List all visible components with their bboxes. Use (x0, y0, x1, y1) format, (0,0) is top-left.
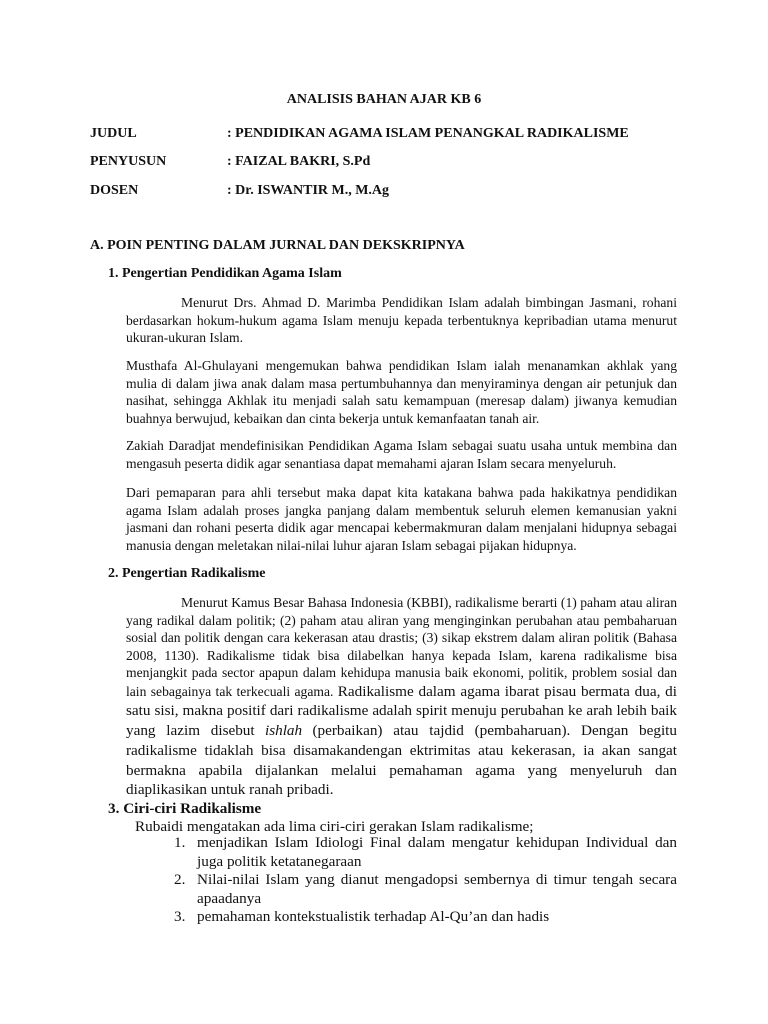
list-item-text: pemahaman kontekstualistik terhadap Al-Qu’an dan hadis (197, 908, 550, 925)
list-number: 3. (174, 908, 186, 925)
paragraph-ghulayani: Musthafa Al-Ghulayani mengemukan bahwa pendidikan Islam ialah menanamkan akhlak yang mulia di dalam jiwa anak dalam masa pertumbuhannya dan menyiraminya dengan air petunjuk dan nasihat, sehingga Akhlak itu menjadi salah satu kemampuan (meresap dalam) jiwanya kemudian buahnya berwujud, kebaikan dan cinta bekerja untuk kemanfaatan tanah air. (126, 358, 677, 426)
paragraph-daradjat: Zakiah Daradjat mendefinisikan Pendidikan Agama Islam sebagai suatu usaha untuk membina dan mengasuh peserta didik agar senantiasa dapat memahami ajaran Islam secara menyeluruh. (126, 438, 677, 471)
list-item (160, 908, 677, 927)
subsection-3-heading: 3. Ciri-ciri Radikalisme (108, 800, 262, 817)
list-item-text: Nilai-nilai Islam yang dianut mengadopsi sembernya di timur tengah secara apaadanya (197, 871, 677, 907)
list-number: 1. (174, 834, 186, 851)
radikalisme-continued-text: Radikalisme dalam agama ibarat pisau bermata dua, di satu sisi, makna positif dari radikalisme adalah spirit menuju perubahan ke arah lebih baik yang lazim disebut (126, 682, 677, 740)
subsection-1-heading: 1. Pengertian Pendidikan Agama Islam (108, 266, 342, 281)
list-item (160, 871, 677, 908)
meta-label-judul: JUDUL (90, 126, 137, 141)
list-item (160, 834, 677, 871)
list-number: 2. (174, 871, 186, 888)
paragraph-radikalisme (126, 594, 677, 800)
paragraph-marimba: Menurut Drs. Ahmad D. Marimba Pendidikan Islam adalah bimbingan Jasmani, rohani berdasarkan hokum-hukum agama Islam menuju kepada terbentuknya kepribadian utama menurut ukuran-ukuran Islam. (126, 295, 677, 345)
criteria-intro: Rubaidi mengatakan ada lima ciri-ciri gerakan Islam radikalisme; (135, 818, 534, 835)
radikalisme-closing-text: (perbaikan) atau tajdid (pembaharuan). Dengan begitu radikalisme tidaklah bisa disamakandengan ektrimitas atau kekerasan, ia akan sangat bermakna apabila dijalankan melalui pemahaman agama yang menyeluruh dan diaplikasikan untuk ranah pribadi. (126, 722, 677, 799)
meta-value-penyusun: : FAIZAL BAKRI, S.Pd (227, 154, 371, 169)
paragraph-conclusion: Dari pemaparan para ahli tersebut maka dapat kita katakana bahwa pada hakikatnya pendidikan agama Islam adalah proses jangka panjang dalam membentuk seluruh elemen kemanusian yakni jasmani dan rohani peserta didik agar mencapai kebermakmuran dalam menjalani hidupnya sebagai manusia dengan meletakan nilai-nilai luhur ajaran Islam sebagai pijakan hidupnya. (126, 485, 677, 553)
meta-label-penyusun: PENYUSUN (90, 154, 167, 169)
subsection-2-heading: 2. Pengertian Radikalisme (108, 566, 266, 581)
criteria-list (160, 834, 677, 927)
radikalisme-kbbi-text: Menurut Kamus Besar Bahasa Indonesia (KBBI), radikalisme berarti (1) paham atau aliran yang radikal dalam politik; (2) paham atau aliran yang menginginkan perubahan atau pembaharuan sosial dan politik dengan cara kekerasan atau drastis; (3) sikap ekstrem dalam aliran politik (Bahasa 2008, 1130). Radikalisme tidak bisa dilabelkan hanya kepada Islam, karena radikalisme bisa menjangkit pada sector apapun dalam kehidupa manusia baik ekonomi, politik, problem sosial dan lain sebagainya tak terkecuali agama. (126, 595, 677, 699)
document-title: ANALISIS BAHAN AJAR KB 6 (286, 92, 482, 107)
list-item-text: menjadikan Islam Idiologi Final dalam mengatur kehidupan Individual dan juga politik ketatanegaraan (197, 834, 677, 870)
section-a-heading: A. POIN PENTING DALAM JURNAL DAN DEKSKRIPNYA (90, 238, 465, 253)
ishlah-term: ishlah (264, 722, 303, 740)
meta-label-dosen: DOSEN (90, 183, 139, 198)
meta-value-judul: : PENDIDIKAN AGAMA ISLAM PENANGKAL RADIKALISME (227, 126, 629, 141)
meta-value-dosen: : Dr. ISWANTIR M., M.Ag (227, 183, 390, 198)
